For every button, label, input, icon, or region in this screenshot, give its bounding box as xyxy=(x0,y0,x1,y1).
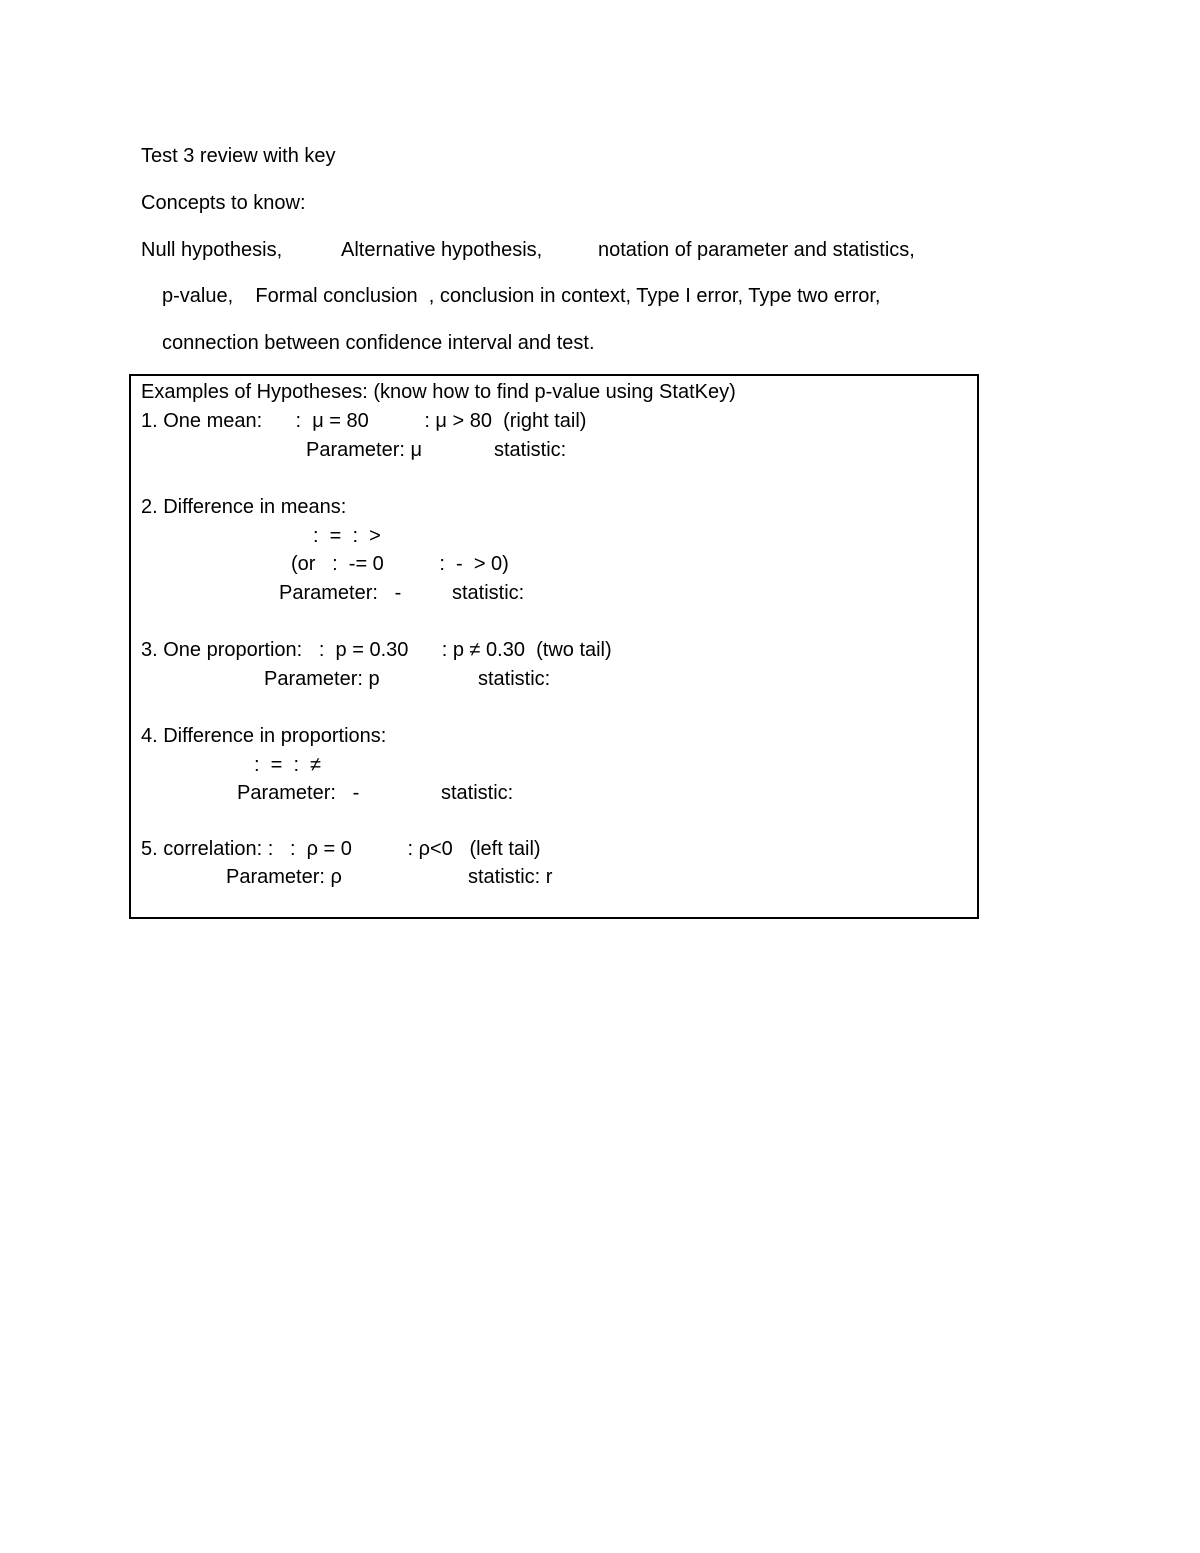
diff-means-hypotheses: : = : > xyxy=(313,525,381,547)
correlation-statistic: statistic: r xyxy=(468,866,553,888)
one-mean-parameter: Parameter: μ xyxy=(306,439,423,461)
diff-props-title: 4. Difference in proportions: xyxy=(141,725,387,747)
examples-heading: Examples of Hypotheses: (know how to find p-value using StatKey) xyxy=(141,381,736,403)
one-mean-hypotheses: 1. One mean: : μ = 80 : μ > 80 (right tail) xyxy=(141,410,587,432)
one-prop-parameter: Parameter: p xyxy=(264,668,380,690)
concept-notation: notation of parameter and statistics, xyxy=(598,239,915,261)
diff-props-hypotheses: : = : ≠ xyxy=(254,754,322,776)
diff-props-parameter: Parameter: - xyxy=(237,782,360,804)
concepts-heading: Concepts to know: xyxy=(141,192,306,214)
diff-means-parameter: Parameter: - xyxy=(279,582,402,604)
concept-null-hypothesis: Null hypothesis, xyxy=(141,239,283,261)
one-prop-hypotheses: 3. One proportion: : p = 0.30 : p ≠ 0.30 (two tail) xyxy=(141,639,612,661)
concept-line-3: connection between confidence interval and test. xyxy=(162,332,595,354)
diff-means-alt-form: (or : -= 0 : - > 0) xyxy=(291,553,509,575)
one-prop-statistic: statistic: xyxy=(478,668,551,690)
concept-line-2: p-value, Formal conclusion , conclusion in context, Type I error, Type two error, xyxy=(162,285,881,307)
one-mean-statistic: statistic: xyxy=(494,439,567,461)
correlation-hypotheses: 5. correlation: : : ρ = 0 : ρ<0 (left tail) xyxy=(141,838,541,860)
examples-box xyxy=(129,374,979,919)
document-title: Test 3 review with key xyxy=(141,145,336,167)
concept-alternative-hypothesis: Alternative hypothesis, xyxy=(341,239,543,261)
diff-means-statistic: statistic: xyxy=(452,582,525,604)
diff-means-title: 2. Difference in means: xyxy=(141,496,347,518)
diff-props-statistic: statistic: xyxy=(441,782,514,804)
correlation-parameter: Parameter: ρ xyxy=(226,866,342,888)
